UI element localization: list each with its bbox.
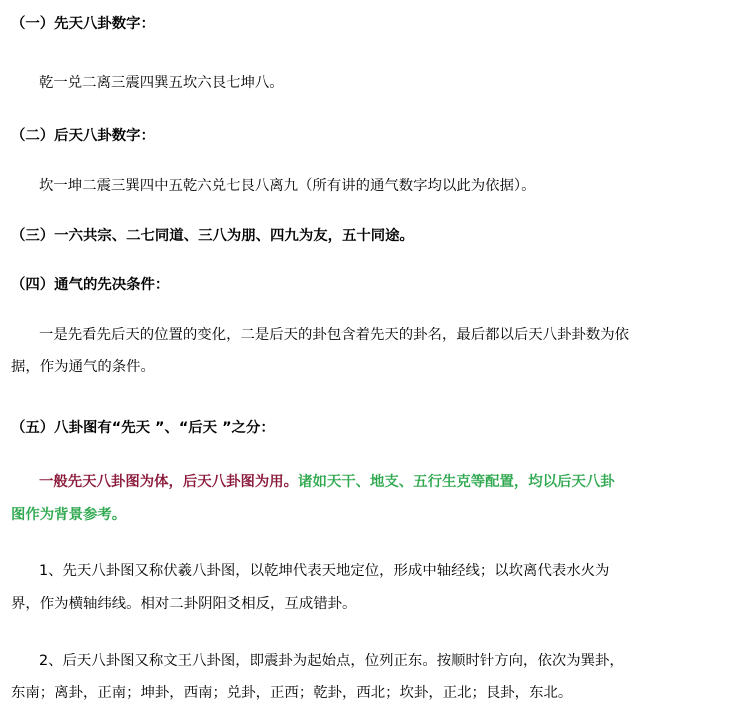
section-2-body: 坎一坤二震三巽四中五乾六兑七艮八离九（所有讲的通气数字均以此为依据）。 (39, 178, 536, 194)
section-1-heading: （一）先天八卦数字： (11, 16, 155, 32)
section-4-body-line2: 据，作为通气的条件。 (11, 359, 155, 375)
section-4-heading: （四）通气的先决条件： (11, 277, 170, 293)
section-5-green-text-2: 图作为背景参考。 (11, 507, 127, 523)
section-4-body-line1: 一是先看先后天的位置的变化，二是后天的卦包含着先天的卦名，最后都以后天八卦卦数为依 (39, 327, 630, 343)
section-5-green-text-1: 诸如天干、地支、五行生克等配置，均以后天八卦 (298, 474, 615, 490)
item-2-line2: 东南；离卦，正南；坤卦，西南；兑卦，正西；乾卦，西北；坎卦，正北；艮卦，东北。 (11, 685, 573, 701)
section-1-body: 乾一兑二离三震四巽五坎六艮七坤八。 (39, 75, 284, 91)
section-5-colored-line1 (11, 472, 729, 492)
item-1-line1: 1、先天八卦图又称伏羲八卦图，以乾坤代表天地定位，形成中轴经线；以坎离代表水火为 (39, 563, 610, 579)
item-2-line1: 2、后天八卦图又称文王八卦图，即震卦为起始点，位列正东。按顺时针方向，依次为巽卦， (39, 653, 624, 669)
section-3-heading: （三）一六共宗、二七同道、三八为朋、四九为友，五十同途。 (11, 228, 414, 244)
section-2-heading: （二）后天八卦数字： (11, 128, 155, 144)
item-1-line2: 界，作为横轴纬线。相对二卦阴阳爻相反，互成错卦。 (11, 596, 357, 612)
section-5-red-text: 一般先天八卦图为体，后天八卦图为用。 (39, 474, 299, 490)
section-5-heading: （五）八卦图有“先天 ”、“后天 ”之分： (11, 420, 275, 436)
